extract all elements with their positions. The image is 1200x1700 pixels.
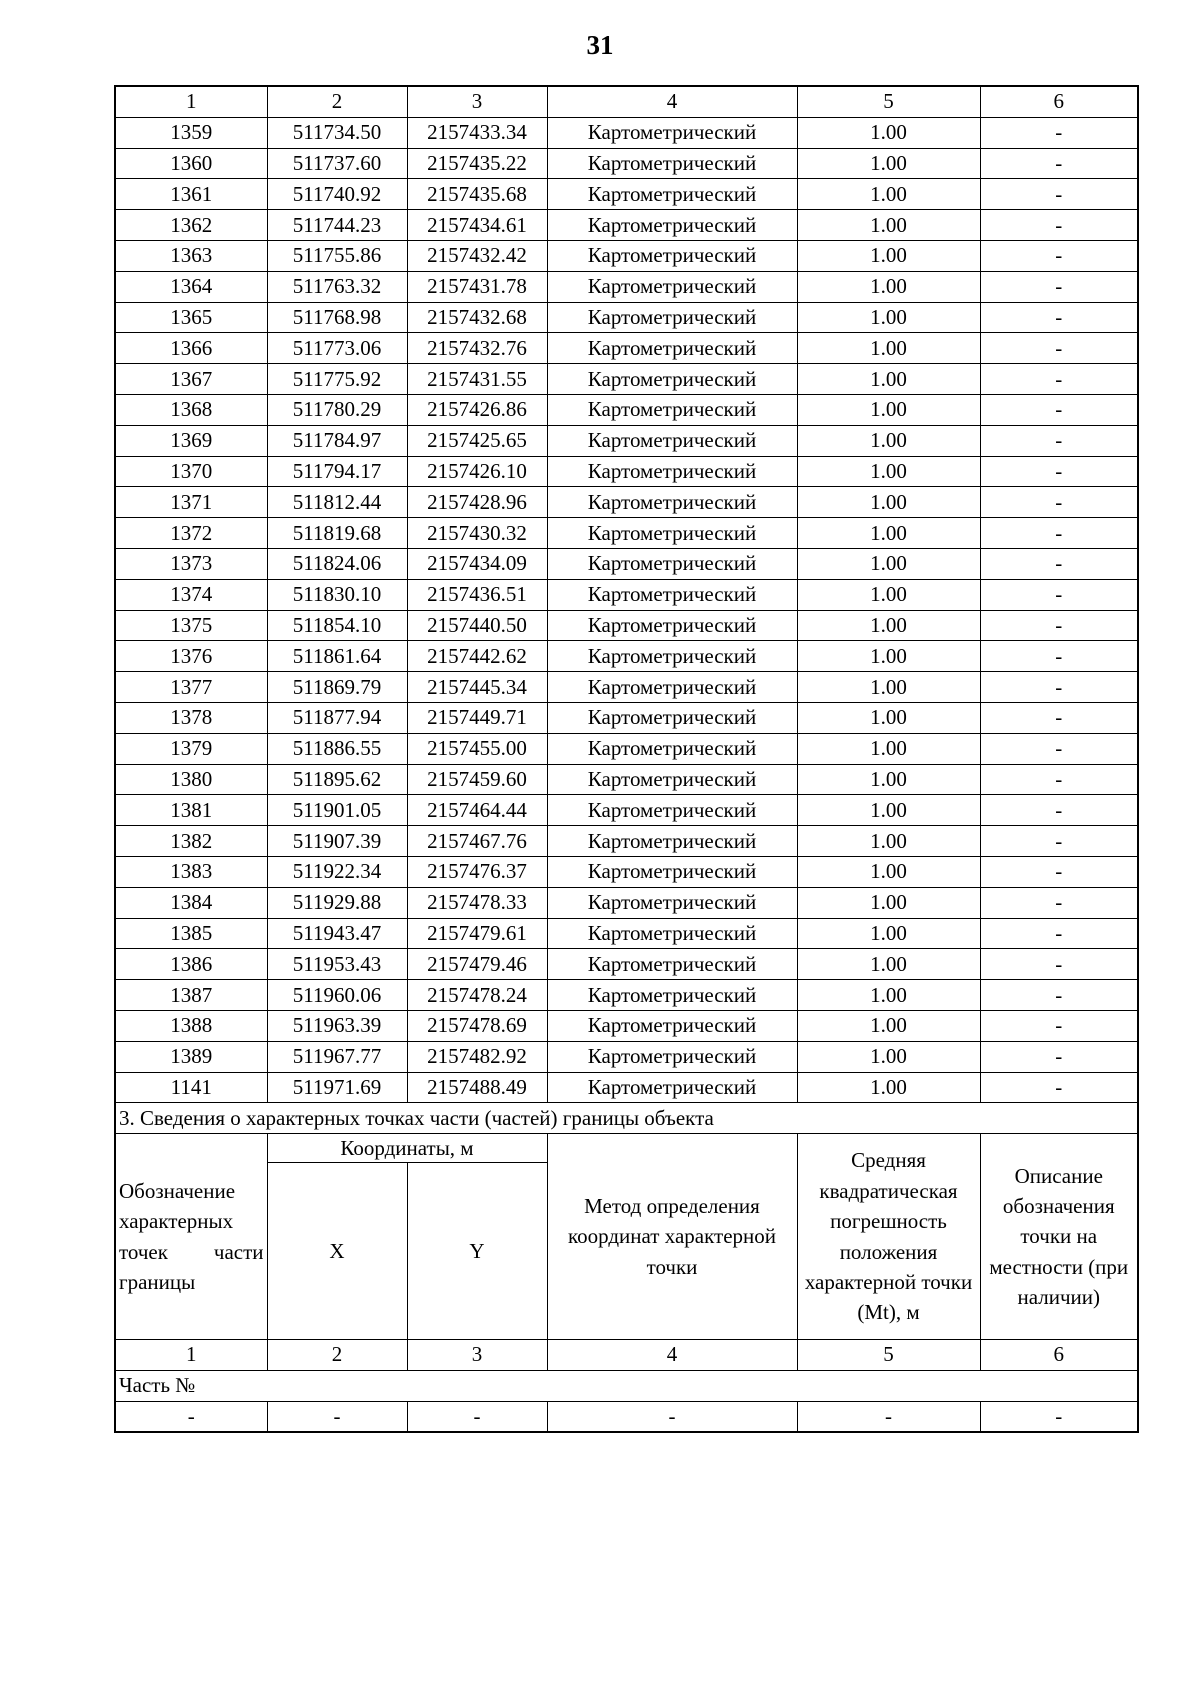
table-row [115, 302, 1138, 333]
table-row [115, 764, 1138, 795]
method-cell: Картометрический [547, 487, 797, 518]
column-number-row [115, 86, 1138, 117]
error-cell: 1.00 [797, 364, 980, 395]
description-cell: - [980, 333, 1138, 364]
method-cell: Картометрический [547, 302, 797, 333]
description-cell: - [980, 1072, 1138, 1103]
header-y: Y [407, 1163, 547, 1340]
error-cell: 1.00 [797, 487, 980, 518]
point-number-cell: 1367 [115, 364, 267, 395]
point-number-cell: 1366 [115, 333, 267, 364]
part-label: Часть № [115, 1370, 1138, 1401]
point-number-cell: 1369 [115, 425, 267, 456]
y-coordinate-cell: 2157431.55 [407, 364, 547, 395]
error-cell: 1.00 [797, 210, 980, 241]
x-coordinate-cell: 511971.69 [267, 1072, 407, 1103]
method-cell: Картометрический [547, 210, 797, 241]
method-cell: Картометрический [547, 702, 797, 733]
empty-cell: - [267, 1401, 407, 1432]
page-number: 31 [586, 30, 614, 60]
y-coordinate-cell: 2157479.61 [407, 918, 547, 949]
table-row [115, 425, 1138, 456]
header-x: X [267, 1163, 407, 1340]
point-number-cell: 1365 [115, 302, 267, 333]
table-row [115, 1041, 1138, 1072]
x-coordinate-cell: 511960.06 [267, 980, 407, 1011]
method-cell: Картометрический [547, 795, 797, 826]
point-number-cell: 1368 [115, 394, 267, 425]
table-row [115, 887, 1138, 918]
method-cell: Картометрический [547, 364, 797, 395]
error-cell: 1.00 [797, 795, 980, 826]
description-cell: - [980, 949, 1138, 980]
table-row [115, 487, 1138, 518]
method-cell: Картометрический [547, 394, 797, 425]
point-number-cell: 1377 [115, 672, 267, 703]
method-cell: Картометрический [547, 240, 797, 271]
point-number-cell: 1387 [115, 980, 267, 1011]
point-number-cell: 1379 [115, 733, 267, 764]
error-cell: 1.00 [797, 764, 980, 795]
y-coordinate-cell: 2157442.62 [407, 641, 547, 672]
section-title-row [115, 1103, 1138, 1134]
method-cell: Картометрический [547, 117, 797, 148]
method-cell: Картометрический [547, 548, 797, 579]
empty-cell: - [115, 1401, 267, 1432]
header-method: Метод определения координат характерной точки [547, 1134, 797, 1340]
error-cell: 1.00 [797, 518, 980, 549]
x-coordinate-cell: 511854.10 [267, 610, 407, 641]
point-number-cell: 1364 [115, 271, 267, 302]
description-cell: - [980, 548, 1138, 579]
x-coordinate-cell: 511819.68 [267, 518, 407, 549]
description-cell: - [980, 210, 1138, 241]
description-cell: - [980, 918, 1138, 949]
error-cell: 1.00 [797, 425, 980, 456]
point-number-cell: 1384 [115, 887, 267, 918]
table-row [115, 733, 1138, 764]
description-cell: - [980, 826, 1138, 857]
section-column-number-row [115, 1340, 1138, 1371]
y-coordinate-cell: 2157436.51 [407, 579, 547, 610]
x-coordinate-cell: 511869.79 [267, 672, 407, 703]
description-cell: - [980, 240, 1138, 271]
x-coordinate-cell: 511784.97 [267, 425, 407, 456]
error-cell: 1.00 [797, 1072, 980, 1103]
y-coordinate-cell: 2157430.32 [407, 518, 547, 549]
error-cell: 1.00 [797, 856, 980, 887]
coordinates-table-body [115, 86, 1138, 1432]
error-cell: 1.00 [797, 949, 980, 980]
description-cell: - [980, 148, 1138, 179]
column-number: 4 [547, 86, 797, 117]
x-coordinate-cell: 511734.50 [267, 117, 407, 148]
header-description: Описание обозначения точки на местности (при наличии) [980, 1134, 1138, 1340]
y-coordinate-cell: 2157488.49 [407, 1072, 547, 1103]
x-coordinate-cell: 511740.92 [267, 179, 407, 210]
table-row [115, 179, 1138, 210]
error-cell: 1.00 [797, 641, 980, 672]
point-number-cell: 1376 [115, 641, 267, 672]
error-cell: 1.00 [797, 826, 980, 857]
x-coordinate-cell: 511886.55 [267, 733, 407, 764]
y-coordinate-cell: 2157455.00 [407, 733, 547, 764]
y-coordinate-cell: 2157426.10 [407, 456, 547, 487]
description-cell: - [980, 271, 1138, 302]
column-number: 6 [980, 86, 1138, 117]
error-cell: 1.00 [797, 548, 980, 579]
error-cell: 1.00 [797, 887, 980, 918]
section-header-row-top [115, 1134, 1138, 1163]
description-cell: - [980, 394, 1138, 425]
y-coordinate-cell: 2157432.42 [407, 240, 547, 271]
description-cell: - [980, 1041, 1138, 1072]
method-cell: Картометрический [547, 826, 797, 857]
column-number: 1 [115, 1340, 267, 1371]
description-cell: - [980, 795, 1138, 826]
error-cell: 1.00 [797, 918, 980, 949]
description-cell: - [980, 1010, 1138, 1041]
point-number-cell: 1359 [115, 117, 267, 148]
description-cell: - [980, 856, 1138, 887]
y-coordinate-cell: 2157428.96 [407, 487, 547, 518]
table-row [115, 980, 1138, 1011]
empty-cell: - [797, 1401, 980, 1432]
method-cell: Картометрический [547, 579, 797, 610]
point-number-cell: 1361 [115, 179, 267, 210]
header-coordinates: Координаты, м [267, 1134, 547, 1163]
column-number: 2 [267, 1340, 407, 1371]
x-coordinate-cell: 511953.43 [267, 949, 407, 980]
error-cell: 1.00 [797, 271, 980, 302]
error-cell: 1.00 [797, 117, 980, 148]
method-cell: Картометрический [547, 949, 797, 980]
x-coordinate-cell: 511744.23 [267, 210, 407, 241]
x-coordinate-cell: 511901.05 [267, 795, 407, 826]
method-cell: Картометрический [547, 918, 797, 949]
x-coordinate-cell: 511830.10 [267, 579, 407, 610]
x-coordinate-cell: 511824.06 [267, 548, 407, 579]
table-row [115, 610, 1138, 641]
error-cell: 1.00 [797, 1010, 980, 1041]
table-row [115, 210, 1138, 241]
y-coordinate-cell: 2157467.76 [407, 826, 547, 857]
description-cell: - [980, 425, 1138, 456]
description-cell: - [980, 887, 1138, 918]
table-row [115, 918, 1138, 949]
table-row [115, 456, 1138, 487]
table-row [115, 148, 1138, 179]
x-coordinate-cell: 511780.29 [267, 394, 407, 425]
table-row [115, 672, 1138, 703]
y-coordinate-cell: 2157476.37 [407, 856, 547, 887]
table-row [115, 795, 1138, 826]
table-row [115, 856, 1138, 887]
error-cell: 1.00 [797, 579, 980, 610]
description-cell: - [980, 641, 1138, 672]
point-number-cell: 1389 [115, 1041, 267, 1072]
error-cell: 1.00 [797, 733, 980, 764]
x-coordinate-cell: 511773.06 [267, 333, 407, 364]
point-number-cell: 1363 [115, 240, 267, 271]
part-label-row [115, 1370, 1138, 1401]
point-number-cell: 1381 [115, 795, 267, 826]
y-coordinate-cell: 2157478.69 [407, 1010, 547, 1041]
description-cell: - [980, 456, 1138, 487]
x-coordinate-cell: 511907.39 [267, 826, 407, 857]
method-cell: Картометрический [547, 333, 797, 364]
column-number: 5 [797, 86, 980, 117]
header-error: Средняя квадратическая погрешность положения характерной точки (Mt), м [797, 1134, 980, 1340]
x-coordinate-cell: 511763.32 [267, 271, 407, 302]
method-cell: Картометрический [547, 610, 797, 641]
empty-cell: - [547, 1401, 797, 1432]
error-cell: 1.00 [797, 240, 980, 271]
method-cell: Картометрический [547, 764, 797, 795]
point-number-cell: 1371 [115, 487, 267, 518]
y-coordinate-cell: 2157479.46 [407, 949, 547, 980]
error-cell: 1.00 [797, 456, 980, 487]
y-coordinate-cell: 2157435.22 [407, 148, 547, 179]
description-cell: - [980, 117, 1138, 148]
point-number-cell: 1383 [115, 856, 267, 887]
error-cell: 1.00 [797, 610, 980, 641]
error-cell: 1.00 [797, 179, 980, 210]
point-number-cell: 1360 [115, 148, 267, 179]
empty-cell: - [407, 1401, 547, 1432]
y-coordinate-cell: 2157432.68 [407, 302, 547, 333]
method-cell: Картометрический [547, 179, 797, 210]
error-cell: 1.00 [797, 148, 980, 179]
y-coordinate-cell: 2157482.92 [407, 1041, 547, 1072]
point-number-cell: 1141 [115, 1072, 267, 1103]
x-coordinate-cell: 511895.62 [267, 764, 407, 795]
method-cell: Картометрический [547, 1010, 797, 1041]
x-coordinate-cell: 511943.47 [267, 918, 407, 949]
description-cell: - [980, 179, 1138, 210]
x-coordinate-cell: 511775.92 [267, 364, 407, 395]
column-number: 3 [407, 1340, 547, 1371]
x-coordinate-cell: 511794.17 [267, 456, 407, 487]
table-row [115, 1010, 1138, 1041]
point-number-cell: 1375 [115, 610, 267, 641]
table-row [115, 364, 1138, 395]
error-cell: 1.00 [797, 394, 980, 425]
x-coordinate-cell: 511755.86 [267, 240, 407, 271]
error-cell: 1.00 [797, 980, 980, 1011]
y-coordinate-cell: 2157478.24 [407, 980, 547, 1011]
table-row [115, 579, 1138, 610]
table-row [115, 394, 1138, 425]
y-coordinate-cell: 2157478.33 [407, 887, 547, 918]
error-cell: 1.00 [797, 702, 980, 733]
x-coordinate-cell: 511861.64 [267, 641, 407, 672]
method-cell: Картометрический [547, 672, 797, 703]
x-coordinate-cell: 511737.60 [267, 148, 407, 179]
y-coordinate-cell: 2157445.34 [407, 672, 547, 703]
table-row [115, 826, 1138, 857]
header-designation: Обозначение характерных точек части границы [115, 1134, 267, 1340]
point-number-cell: 1374 [115, 579, 267, 610]
point-number-cell: 1380 [115, 764, 267, 795]
point-number-cell: 1382 [115, 826, 267, 857]
method-cell: Картометрический [547, 271, 797, 302]
y-coordinate-cell: 2157440.50 [407, 610, 547, 641]
description-cell: - [980, 610, 1138, 641]
section-title: 3. Сведения о характерных точках части (частей) границы объекта [115, 1103, 1138, 1134]
x-coordinate-cell: 511877.94 [267, 702, 407, 733]
description-cell: - [980, 764, 1138, 795]
table-row [115, 548, 1138, 579]
point-number-cell: 1362 [115, 210, 267, 241]
method-cell: Картометрический [547, 425, 797, 456]
table-row [115, 271, 1138, 302]
point-number-cell: 1378 [115, 702, 267, 733]
column-number: 4 [547, 1340, 797, 1371]
description-cell: - [980, 487, 1138, 518]
description-cell: - [980, 579, 1138, 610]
table-row [115, 240, 1138, 271]
point-number-cell: 1370 [115, 456, 267, 487]
y-coordinate-cell: 2157449.71 [407, 702, 547, 733]
method-cell: Картометрический [547, 856, 797, 887]
table-row [115, 1072, 1138, 1103]
method-cell: Картометрический [547, 518, 797, 549]
method-cell: Картометрический [547, 887, 797, 918]
description-cell: - [980, 302, 1138, 333]
error-cell: 1.00 [797, 333, 980, 364]
error-cell: 1.00 [797, 672, 980, 703]
description-cell: - [980, 702, 1138, 733]
point-number-cell: 1386 [115, 949, 267, 980]
description-cell: - [980, 518, 1138, 549]
x-coordinate-cell: 511922.34 [267, 856, 407, 887]
method-cell: Картометрический [547, 980, 797, 1011]
table-row [115, 333, 1138, 364]
method-cell: Картометрический [547, 1041, 797, 1072]
table-row [115, 641, 1138, 672]
column-number: 6 [980, 1340, 1138, 1371]
description-cell: - [980, 733, 1138, 764]
x-coordinate-cell: 511812.44 [267, 487, 407, 518]
error-cell: 1.00 [797, 302, 980, 333]
x-coordinate-cell: 511967.77 [267, 1041, 407, 1072]
point-number-cell: 1388 [115, 1010, 267, 1041]
y-coordinate-cell: 2157433.34 [407, 117, 547, 148]
table-row [115, 949, 1138, 980]
x-coordinate-cell: 511768.98 [267, 302, 407, 333]
part-empty-row [115, 1401, 1138, 1432]
x-coordinate-cell: 511929.88 [267, 887, 407, 918]
y-coordinate-cell: 2157434.61 [407, 210, 547, 241]
y-coordinate-cell: 2157426.86 [407, 394, 547, 425]
column-number: 1 [115, 86, 267, 117]
coordinates-table [114, 85, 1139, 1433]
x-coordinate-cell: 511963.39 [267, 1010, 407, 1041]
y-coordinate-cell: 2157435.68 [407, 179, 547, 210]
empty-cell: - [980, 1401, 1138, 1432]
y-coordinate-cell: 2157434.09 [407, 548, 547, 579]
point-number-cell: 1372 [115, 518, 267, 549]
description-cell: - [980, 980, 1138, 1011]
y-coordinate-cell: 2157431.78 [407, 271, 547, 302]
table-row [115, 518, 1138, 549]
y-coordinate-cell: 2157464.44 [407, 795, 547, 826]
point-number-cell: 1385 [115, 918, 267, 949]
y-coordinate-cell: 2157425.65 [407, 425, 547, 456]
table-row [115, 117, 1138, 148]
description-cell: - [980, 364, 1138, 395]
column-number: 2 [267, 86, 407, 117]
method-cell: Картометрический [547, 641, 797, 672]
description-cell: - [980, 672, 1138, 703]
point-number-cell: 1373 [115, 548, 267, 579]
y-coordinate-cell: 2157459.60 [407, 764, 547, 795]
method-cell: Картометрический [547, 456, 797, 487]
column-number: 3 [407, 86, 547, 117]
method-cell: Картометрический [547, 733, 797, 764]
error-cell: 1.00 [797, 1041, 980, 1072]
y-coordinate-cell: 2157432.76 [407, 333, 547, 364]
column-number: 5 [797, 1340, 980, 1371]
method-cell: Картометрический [547, 148, 797, 179]
method-cell: Картометрический [547, 1072, 797, 1103]
table-row [115, 702, 1138, 733]
